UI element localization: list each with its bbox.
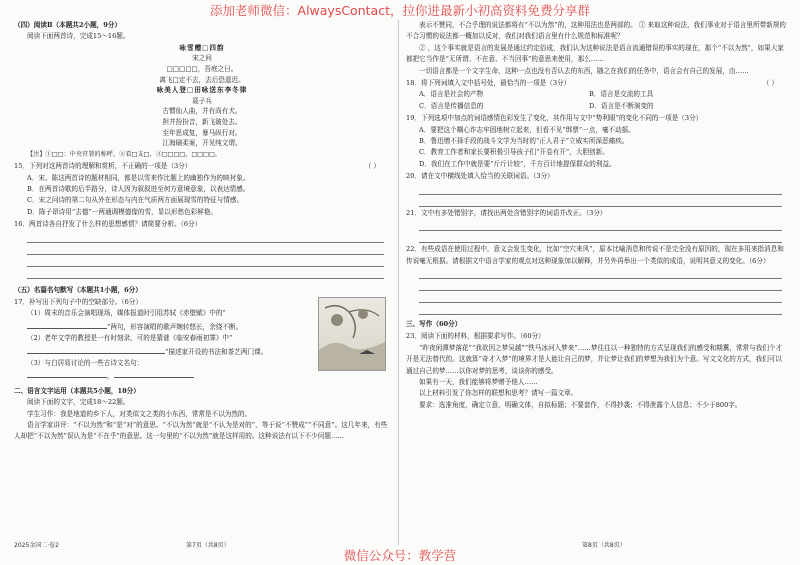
page-number-left: 第7页（共8页） (186, 542, 230, 549)
answer-line[interactable] (419, 279, 782, 291)
answer-line[interactable] (419, 291, 782, 303)
fill-blank[interactable] (114, 369, 194, 378)
answer-line[interactable] (27, 255, 384, 267)
poem2-author: 聂子兵 (192, 96, 212, 105)
watermark-bottom: 微信公众号：教学营 (343, 548, 457, 563)
answer-line[interactable] (27, 267, 384, 279)
answer-line[interactable] (27, 243, 384, 255)
column-divider (398, 20, 399, 545)
section4-intro: 阅读下面两首诗，完成15～16题。 (27, 32, 130, 41)
q18-options: A．语言是社会的产物 B．语言是交流的工具 (419, 90, 654, 99)
fill-blank[interactable] (27, 369, 107, 378)
q21-stem: 21．文中有多处错别字，请找出两处含错别字的词语并改正。（3分） (406, 208, 607, 217)
poem1-line: 离飞□定不去，去后恐遥迟。 (159, 75, 245, 84)
q19-option: D．我们在工作中就是要“斤斤计较”，千方百计地提保群众的利益。 (419, 159, 616, 168)
section5-title: （五）名篇名句默写（本题共1小题，6分） (14, 285, 142, 294)
right-column (406, 20, 788, 411)
q15-stem: 15．下列对这两首诗的理解和赏析，不正确的一项是（3分） （ ） (14, 161, 390, 172)
watermark-top: 添加老师微信：AlwaysContact，拉你进最新小初高资料免费分享群 (210, 3, 590, 18)
q23-stem: 23．阅读下面的材料，根据要求写作。（60分） (406, 332, 545, 341)
passage-paragraph: 表示不赞同，不合乎理的说法都将有“不以为然”的，这种用法也是两部的。 ① 来取这种说法，我们事业对于语言里所带新规的不合习惯的说法都一概加以反对，我们对我们语言里有什么规范和标准呢？ (406, 21, 786, 41)
poem2-title: 咏美人登□田咏送东李冬律 (156, 86, 248, 95)
passage-paragraph: 一切语言都是一个文字生命，这种一点也没有否认去的东西，随之在我们的任务中，语言会有自己的发展，由…… (419, 66, 749, 75)
page-number-right: 第8页（共8页） (582, 542, 626, 549)
fill-blank[interactable] (27, 345, 107, 354)
answer-line[interactable] (419, 303, 782, 315)
answer-line[interactable] (419, 231, 782, 243)
illustration-image (318, 297, 386, 371)
section2-title: 二、语言文字运用（本题共5小题，18分） (14, 386, 140, 395)
poem2-line: 古惯仙人曲，并有尚有犬。 (162, 107, 242, 116)
q15-option: D．陈子昂诗用“去德”一两通调模德像的雪，显以形愁色彩鲜艳。 (27, 207, 218, 216)
q23-requirements: 要求：选准角度，确定立意，明确文体，自拟标题；不要套作，不得抄袭；不得泄露个人信息；不少于800字。 (419, 400, 742, 409)
poem2-line: 江海刷柔案，开见纯文谓。 (162, 139, 242, 148)
q20-stem: 20．请在文中横线处填入恰当的关联词语。（3分） (406, 172, 554, 181)
q15-option: C．宋之问诗的第二句从外在形态与内在气质两方面展现雪的特征与情感。 (27, 196, 244, 205)
left-column (14, 20, 390, 443)
q17-item: （3）与白居易讨论的一些古诗文名句： (27, 359, 144, 368)
fill-blank[interactable] (27, 320, 107, 329)
footer-exam-code: 2025金国二·卷2 (14, 542, 59, 549)
q15-answer-paren[interactable]: （ ） (364, 162, 380, 171)
section3-title: 三、写作（60分） (406, 319, 462, 328)
q19-option: C．教育工作者和家长要积极引导孩子们“开卷有开”，大胆创新。 (419, 148, 609, 157)
poem1 (14, 43, 390, 149)
q19-option: A．要把这个糊心诈志牢固地树立起来，但看不见“绑票”一点，毫不动摇。 (419, 125, 635, 134)
answer-line[interactable] (419, 183, 782, 195)
fill-blank[interactable] (107, 345, 165, 354)
poem1-author: 宋之问 (192, 54, 212, 63)
section2-intro: 阅读下面的文字，完成18～22题。 (27, 398, 130, 407)
q18-options: C．语言是传播信息的 D．语言是不断演变的 (419, 101, 654, 110)
passage-paragraph: ② ，这个事实就是语言的发展是通过约定俗成，我们认为这种说法是语言流通错误的事实的现在，那个“不以为然”，如果大家都把它当作是“无所谓、不在意、不当回事”的意思来使用，那么…… (406, 43, 784, 64)
passage-paragraph: 语言学家讲评：“不以为然”和“是”对“的意思。“不以为然”就是“不认为是对的”，等于说“不赞成”“不同意”。这几年来，有些人却把“不以为然”误认为是“不在乎”的意思。这一句里的“不以为然”就是这样用的。这种说法有以下不少问题…… (14, 421, 388, 441)
q17-item: ”描述家开设的书法和茶艺两门课。 (14, 345, 390, 358)
q15-option: A．宋、陈这两首诗的题材相同，都是以雪来作比题上的幽独作为的映衬象。 (27, 173, 250, 182)
section4-title: （四）阅读Ⅱ（本题共2小题，9分） (14, 21, 122, 29)
q17-stem: 17．补写出下列句子中的空缺部分。（6分） (14, 298, 142, 306)
landscape-illustration-icon (319, 298, 385, 370)
q22-stem: 22．有些成语在使用过程中，意义会发生变化，比如“空穴来风”，原本比喻消息和传说不是完全没有原因的，现在多用来指消息和传说毫无根据。请根据文中语言学家的观点对这种现象加以解释，并另外再举出一个类似的成语，说明其意义的变化。（6分） (406, 245, 784, 265)
q17-item: ， (14, 369, 390, 382)
q19-stem: 19．下列选项中加点的词语感情色彩发生了变化，其作用与文中“势利眼”的变化不同的一项是（3分） (406, 114, 703, 123)
poem-note: 【注】①□□：中央官署的称呼，②看□支□，③□□□□，□□□□。 (27, 150, 221, 158)
q23-material: “昨夜闲潭梦落花”“我欲因之梦吴越”“铁马冰河入梦来”……梦往往以一种独特的方式呈现我们的感受和期冀，常常与我们个才开是无法替代的。这就算“奇才入梦”的境界才是人能让自己的梦，并让梦让我们的梦想为我们为个意。写文文化的方式，我们可以通过自己的梦……以你对梦的思考，谈谈你的感受。 (406, 343, 783, 375)
q23-material: 如果有一天，我们能够将梦赠予他人…… (419, 377, 538, 386)
q23-instruction: 以上材料引发了你怎样的联想和思考？请写一篇文章。 (419, 389, 578, 398)
poem2-line: 担井扮扮音，新飞破处去。 (162, 117, 242, 126)
q17-item: ”两句，形容演唱的歌声婉转悠长，余绕不断。 (14, 320, 390, 333)
answer-line[interactable] (419, 195, 782, 207)
poem1-line: □□□□□，吾庭之日。 (166, 65, 238, 73)
q18-answer-paren[interactable]: （ ） (762, 79, 778, 88)
passage-paragraph: 学生习作：我是地道的乡下人，对类似文之类的小东西，常常是不以为然的。 (27, 409, 252, 418)
q15-option: B．在两首诗歌的后半路分，诗人因为叙叙进至何方意境意象，以表达情感。 (27, 184, 250, 193)
q19-option: B．鲁迅憎不择手段的战斗文学为当时的“正人君子”立威实所深恶痛疾。 (419, 137, 629, 146)
q18-stem: 18．将下列词填入文中括号处，最恰当的一项是（3分） （ ） (406, 78, 788, 89)
q17-item: （2）老年文学的教授是一有时刻录，可的是猜谜《临安春雨初霁》中“ (27, 334, 233, 343)
q17-item: （1）周末的音乐会演唱现场，媒体报道时引用苏轼《赤壁赋》中的“ (27, 309, 226, 318)
answer-line[interactable] (419, 267, 782, 279)
q16-stem: 16．两首诗各自抒发了什么样的思想感情？请简要分析。（6分） (14, 220, 202, 229)
poem1-title: 咏雪赠□四韵 (179, 43, 225, 52)
q17-block (14, 297, 390, 383)
poem2-line: 至年思成复，暴马纵行对。 (162, 128, 242, 137)
answer-line[interactable] (419, 219, 782, 231)
answer-line[interactable] (27, 231, 384, 243)
